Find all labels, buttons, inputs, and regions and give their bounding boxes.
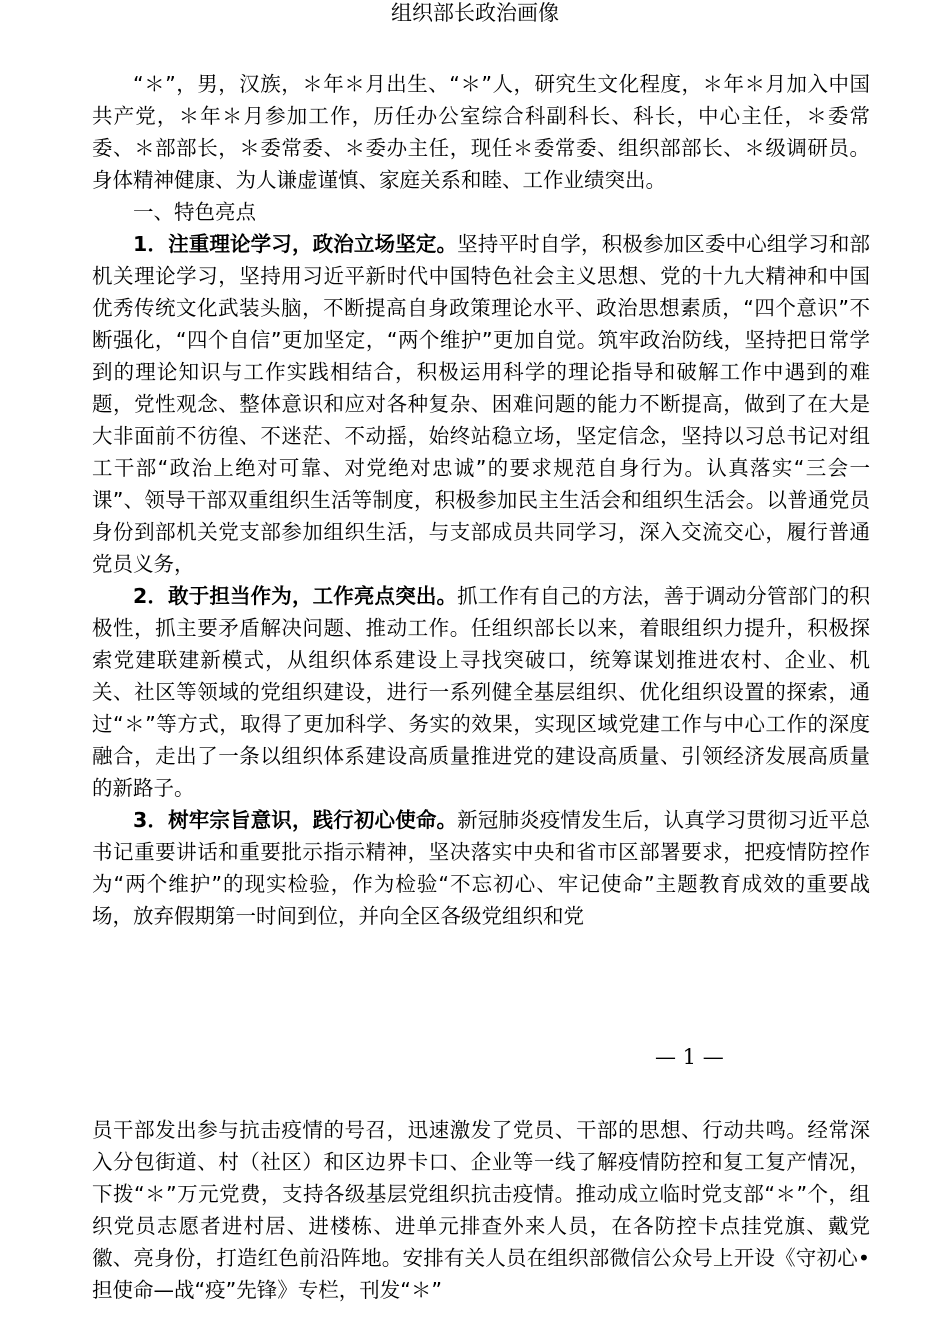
item-heading-1: 1．注重理论学习，政治立场坚定。: [133, 232, 458, 256]
document-body: [92, 68, 870, 932]
page-number: — 1 —: [655, 1045, 724, 1069]
item-heading-3: 3．树牢宗旨意识，践行初心使命。: [133, 808, 458, 832]
item-text-1: 坚持平时自学，积极参加区委中心组学习和部机关理论学习，坚持用习近平新时代中国特色社会主义思想、党的十九大精神和中国优秀传统文化武装头脑，不断提高自身政策理论水平、政治思想素质，“四个意识”不断强化，“四个自信”更加坚定，“两个维护”更加自觉。筑牢政治防线，坚持把日常学到的理论知识与工作实践相结合，积极运用科学的理论指导和破解工作中遇到的难题，党性观念、整体意识和应对各种复杂、困难问题的能力不断提高，做到了在大是大非面前不彷徨、不迷茫、不动摇，始终站稳立场，坚定信念，坚持以习总书记对组工干部“政治上绝对可靠、对党绝对忠诚”的要求规范自身行为。认真落实“三会一课”、领导干部双重组织生活等制度，积极参加民主生活会和组织生活会。以普通党员身份到部机关党支部参加组织生活，与支部成员共同学习，深入交流交心，履行普通党员义务，: [92, 232, 870, 576]
item-text-3: 新冠肺炎疫情发生后，认真学习贯彻习近平总书记重要讲话和重要批示指示精神，坚决落实中央和省市区部署要求，把疫情防控作为“两个维护”的现实检验，作为检验“不忘初心、牢记使命”主题教育成效的重要战场，放弃假期第一时间到位，并向全区各级党组织和党: [92, 808, 870, 928]
item-paragraph-1: [92, 228, 870, 580]
document-title: 组织部长政治画像: [391, 1, 559, 25]
item-text-2: 抓工作有自己的方法，善于调动分管部门的积极性，抓主要矛盾解决问题、推动工作。任组织部长以来，着眼组织力提升，积极探索党建联建新模式，从组织体系建设上寻找突破口，统筹谋划推进农村、企业、机关、社区等领域的党组织建设，进行一系列健全基层组织、优化组织设置的探索，通过“＊”等方式，取得了更加科学、务实的效果，实现区域党建工作与中心工作的深度融合，走出了一条以组织体系建设高质量推进党的建设高质量、引领经济发展高质量的新路子。: [92, 584, 870, 800]
item-paragraph-2: [92, 580, 870, 804]
continuation-paragraph: 员干部发出参与抗击疫情的号召，迅速激发了党员、干部的思想、行动共鸣。经常深入分包街道、村（社区）和区边界卡口、企业等一线了解疫情防控和复工复产情况，下拨“＊”万元党费，支持各级基层党组织抗击疫情。推动成立临时党支部“＊”个，组织党员志愿者进村居、进楼栋、进单元排查外来人员，在各防控卡点挂党旗、戴党徽、亮身份，打造红色前沿阵地。安排有关人员在组织部微信公众号上开设《守初心•担使命—战“疫”先锋》专栏，刊发“＊”: [92, 1118, 870, 1302]
item-paragraph-3: [92, 804, 870, 932]
section-heading: 一、特色亮点: [133, 200, 256, 224]
intro-paragraph: “＊”，男，汉族，＊年＊月出生、“＊”人，研究生文化程度，＊年＊月加入中国共产党，＊年＊月参加工作，历任办公室综合科副科长、科长，中心主任，＊委常委、＊部部长，＊委常委、＊委办主任，现任＊委常委、组织部部长、＊级调研员。身体精神健康、为人谦虚谨慎、家庭关系和睦、工作业绩突出。: [92, 72, 870, 192]
continuation-body: [92, 1114, 870, 1306]
item-heading-2: 2．敢于担当作为，工作亮点突出。: [133, 584, 458, 608]
